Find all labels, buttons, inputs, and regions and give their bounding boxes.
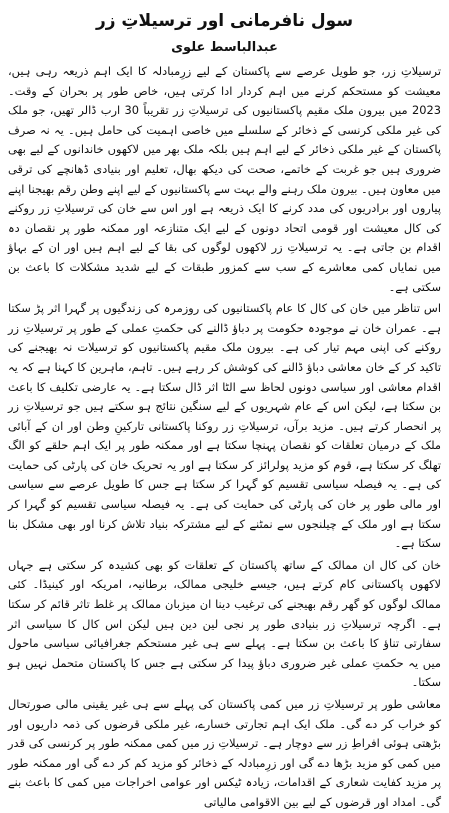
article-author: عبدالباسط علوی	[171, 40, 278, 55]
article-paragraph: خان کی کال ان ممالک کے ساتھ پاکستان کے تعلقات کو بھی کشیدہ کر سکتی ہے جہاں لاکھوں پاکستانی کام کرتے ہیں، جیسے خلیجی ممالک، برطانیہ، امریکہ اور کینیڈا۔ کئی ممالک لوگوں کو گھر رقم بھیجنے کی ترغیب دینا ان میزبان ممالک پر غلط تاثر قائم کر سکتا ہے۔ اگرچہ ترسیلاتِ زر بنیادی طور پر نجی لین دین ہیں لیکن اس کال کا سیاسی اثر سفارتی تناؤ کا باعث بن سکتا ہے۔ پہلے سے ہی غیر مستحکم جغرافیائی سیاسی ماحول میں یہ حکمتِ عملی غیر ضروری دباؤ پیدا کر سکتی ہے جس کا پاکستان متحمل نہیں ہو سکتا۔	[8, 557, 441, 690]
article-paragraph: ترسیلاتِ زر، جو طویل عرصے سے پاکستان کے لیے زرِمبادلہ کا ایک اہم ذریعہ رہی ہیں، معیشت کو مستحکم کرنے میں اہم کردار ادا کرتی ہیں، خاص طور پر بحران کے وقت۔ 2023 میں بیرون ملک مقیم پاکستانیوں کی ترسیلاتِ زر تقریباً 30 ارب ڈالر تھیں، جو ملک کی غیر ملکی کرنسی کے ذخائر کے سلسلے میں خاصی اہمیت کی حامل ہیں۔ یہ نہ صرف پاکستان کے غیر ملکی ذخائر کے لیے اہم ہیں بلکہ ملک بھر میں لاکھوں خاندانوں کے لیے بھی ضروری ہیں جو غربت کے خاتمے، صحت کی دیکھ بھال، تعلیم اور بنیادی ڈھانچے کی ترقی میں معاون ہیں۔ بیرون ملک رہنے والے بہت سے پاکستانیوں کے لیے اپنے وطن رقم بھیجنا اپنے پیاروں اور برادریوں کی مدد کرنے کا ایک ذریعہ ہے اور اس سے خان کی ترسیلاتِ زر روکنے کی کال معیشت اور قومی اتحاد دونوں کے لیے ایک متنازعہ اور ممکنہ طور پر نقصان دہ اقدام بن جاتی ہے۔ یہ ترسیلاتِ زر لاکھوں لوگوں کی بقا کے لیے اہم ہیں اور ان کے بہاؤ میں نمایاں کمی معاشرے کے سب سے کمزور طبقات کے لیے شدید مشکلات کا باعث بن سکتی ہے۔	[8, 64, 441, 294]
article-paragraph: اس تناظر میں خان کی کال کا عام پاکستانیوں کی روزمرہ کی زندگیوں پر گہرا اثر پڑ سکتا ہے۔ عمران خان نے موجودہ حکومت پر دباؤ ڈالنے کی حکمتِ عملی کے طور پر ترسیلاتِ زر روکنے کی اپنی مہم تیار کی ہے۔ بیرون ملک مقیم پاکستانیوں کو ترسیلات نہ بھیجنے کی تاکید کر کے خان معاشی دباؤ ڈالنے کی کوشش کر رہے ہیں۔ تاہم، ماہرین کا کہنا ہے کہ یہ اقدام معاشی اور سیاسی دونوں لحاظ سے الٹا اثر ڈال سکتا ہے۔ یہ عارضی تکلیف کا باعث بن سکتا ہے، لیکن اس کے عام شہریوں کے لیے سنگین نتائج ہو سکتے ہیں جو ترسیلاتِ زر پر انحصار کرتے ہیں۔ مزید برآں، ترسیلاتِ زر روکنا پاکستانی تارکینِ وطن اور ان کے آبائی ملک کے درمیان تعلقات کو نقصان پہنچا سکتا ہے اور ممکنہ طور پر ایک اہم حلقے کو الگ تھلگ کر سکتا ہے، قوم کو مزید پولرائز کر سکتا ہے اور یہ تحریک خان کی پارٹی کی حمایت کی ہے۔ یہ فیصلہ سیاسی تقسیم کو گہرا کر سکتا ہے جس کا طویل عرصے سے سیاسی اور مالی طور پر خان کی پارٹی کی حمایت کی ہے۔ یہ فیصلہ سیاسی تقسیم کو گہرا کر سکتا ہے اور ملک کے چیلنجوں سے نمٹنے کے لیے مشترکہ بنیاد تلاش کرنا اور بھی مشکل بنا سکتا ہے۔	[8, 301, 441, 551]
article-body	[8, 62, 441, 813]
article-title: سول نافرمانی اور ترسیلاتِ زر	[95, 11, 354, 31]
article-paragraph: معاشی طور پر ترسیلاتِ زر میں کمی پاکستان کی پہلے سے ہی غیر یقینی مالی صورتحال کو خراب کر دے گی۔ ملک ایک اہم تجارتی خسارے، غیر ملکی قرضوں کی ذمہ داریوں اور بڑھتی ہوئی افراطِ زر سے دوچار ہے۔ ترسیلاتِ زر میں کمی ممکنہ طور پر کرنسی کی قدر میں کمی کو مزید بڑھا دے گی اور زرِمبادلہ کے ذخائر کو مزید کم کر دے گی اور ممکنہ طور پر مزید کفایت شعاری کے اقدامات، زیادہ ٹیکس اور عوامی اخراجات میں کمی کا باعث بنے گی۔ امداد اور قرضوں کے لیے بین الاقوامی مالیاتی	[8, 697, 441, 809]
